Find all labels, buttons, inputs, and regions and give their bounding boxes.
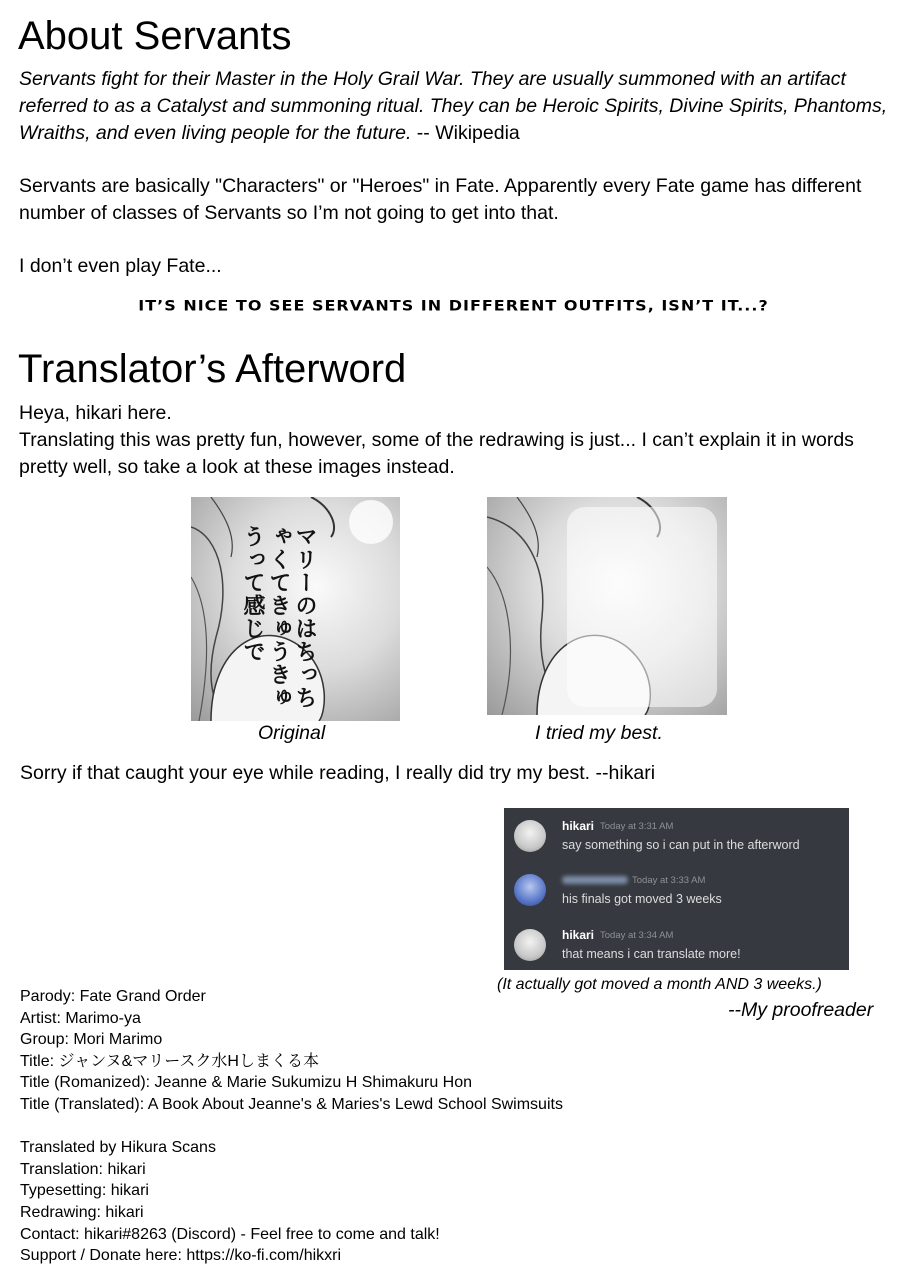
credit-redrawing: Redrawing: hikari	[20, 1203, 144, 1221]
message-time: Today at 3:31 AM	[600, 821, 674, 832]
discord-message	[504, 921, 849, 971]
message-author: hikari	[562, 928, 595, 942]
avatar	[514, 820, 546, 852]
credit-support: Support / Donate here: https://ko-fi.com/hikxri	[20, 1247, 342, 1265]
afterword-body: Translating this was pretty fun, however, some of the redrawing is just... I can’t explain it in words pretty well, so take a look at these images instead.	[19, 429, 854, 478]
credit-parody: Parody: Fate Grand Order	[20, 988, 206, 1005]
proofreader-signature: --My proofreader	[728, 999, 874, 1021]
message-time: Today at 3:34 AM	[600, 930, 674, 941]
discord-message	[504, 866, 849, 916]
apology-text: Sorry if that caught your eye while reading, I really did try my best. --hikari	[20, 762, 656, 784]
quote-text: Servants fight for their Master in the Holy Grail War. They are usually summoned with an artifact referred to as a Catalyst and summoning ritual. They can be Heroic Spirits, Divine Spirits, Phantoms, Wraiths, and even living people for the future.	[19, 68, 888, 144]
about-servants-heading: About Servants	[18, 14, 292, 58]
redrawn-manga-panel	[487, 497, 727, 715]
discord-message	[504, 812, 849, 862]
caption-edited: I tried my best.	[535, 722, 663, 744]
avatar	[514, 929, 546, 961]
message-time: Today at 3:33 AM	[632, 875, 706, 886]
credit-title-translated: Title (Translated): A Book About Jeanne's & Maries's Lewd School Swimsuits	[20, 1095, 563, 1113]
proofreader-note: (It actually got moved a month AND 3 weeks.)	[497, 976, 822, 993]
avatar	[514, 874, 546, 906]
message-text: that means i can translate more!	[562, 947, 741, 961]
afterword-heading: Translator’s Afterword	[18, 347, 407, 391]
credit-artist: Artist: Marimo-ya	[20, 1009, 141, 1027]
credit-title-romanized: Title (Romanized): Jeanne & Marie Sukumizu H Shimakuru Hon	[20, 1074, 473, 1092]
wikipedia-quote	[19, 66, 899, 147]
japanese-speech-text: マリーのはちっちゃくてきゅうきゅうって感じで	[240, 525, 317, 709]
dont-play-fate-text: I don’t even play Fate...	[19, 255, 222, 277]
credit-typesetting: Typesetting: hikari	[20, 1182, 149, 1200]
redacted-username	[562, 876, 628, 884]
message-author: hikari	[562, 819, 595, 833]
credit-contact: Contact: hikari#8263 (Discord) - Feel free to come and talk!	[20, 1225, 440, 1243]
credit-title: Title: ジャンヌ&マリースク水Hしまくる本	[20, 1052, 319, 1070]
credit-translation: Translation: hikari	[20, 1160, 146, 1178]
message-text: his finals got moved 3 weeks	[562, 892, 722, 906]
quote-source: -- Wikipedia	[411, 122, 520, 144]
credits-block	[20, 986, 563, 1267]
discord-screenshot	[504, 808, 849, 970]
original-manga-panel	[191, 497, 400, 721]
afterword-intro	[19, 400, 899, 481]
credit-translated-by: Translated by Hikura Scans	[20, 1139, 216, 1157]
caption-original: Original	[258, 722, 326, 744]
hair-lineart-redrawn	[487, 497, 727, 715]
servants-explanation: Servants are basically "Characters" or "Heroes" in Fate. Apparently every Fate game has different number of classes of Servants so I’m not going to get into that.	[19, 175, 862, 224]
manga-style-caption: IT’S NICE TO SEE SERVANTS IN DIFFERENT OUTFITS, ISN’T IT...?	[138, 296, 769, 315]
credit-group: Group: Mori Marimo	[20, 1031, 163, 1049]
message-text: say something so i can put in the afterword	[562, 838, 800, 852]
afterword-greeting: Heya, hikari here.	[19, 402, 172, 424]
